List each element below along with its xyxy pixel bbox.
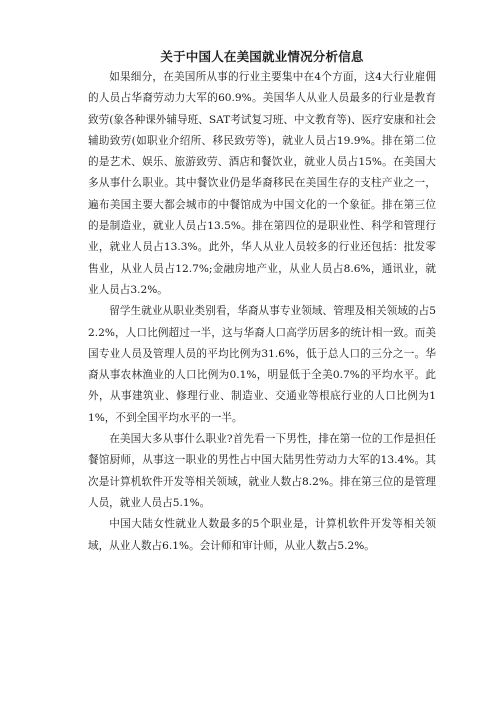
paragraph-female-occupations: 中国大陆女性就业人数最多的5个职业是，计算机软件开发等相关领域，从业人数占6.1%。会计师和审计师，从业人数占5.2%。 <box>88 518 436 552</box>
paragraph-industries: 如果细分，在美国所从事的行业主要集中在4个方面，这4大行业雇佣的人员占华裔劳动力大军的60.9%。美国华人从业人员最多的行业是教育致劳(象各种课外辅导班、SAT考试复习班、中文教育等)、医疗安康和社会辅助致劳(如职业介绍所、移民致劳等)，就业人员占19.9%。排在第二位的是艺术、娱乐、旅游致劳、酒店和餐饮业，就业人员占15%。在美国大多从事什么职业。其中餐饮业仍是华裔移民在美国生存的支柱产业之一，遍布美国主要大都会城市的中餐馆成为中国文化的一个象征。排在第三位的是制造业，就业人员占13.5%。排在第四位的是职业性、科学和管理行业，就业人员占13.3%。此外，华人从业人员较多的行业还包括：批发零售业，从业人员占12.7%;金融房地产业，从业人员占8.6%，通讯业，就业人员占3.2%。 <box>88 71 436 296</box>
document-title: 关于中国人在美国就业情况分析信息 <box>160 49 364 64</box>
paragraph-occupation-categories: 留学生就业从职业类别看，华裔从事专业领域、管理及相关领域的占52.2%，人口比例超过一半，这与华裔人口高学历居多的统计相一致。而美国专业人员及管理人员的平均比例为31.6%，低于总人口的三分之一。华裔从事农林渔业的人口比例为0.1%，明显低于全美0.7%的平均水平。此外，从事建筑业、修理行业、制造业、交通业等根底行业的人口比例为11%，不到全国平均水平的一半。 <box>88 305 436 424</box>
paragraph-male-occupations: 在美国大多从事什么职业?首先看一下男性，排在第一位的工作是担任餐馆厨师，从事这一职业的男性占中国大陆男性劳动力大军的13.4%。其次是计算机软件开发等相关领域，就业人数占8.2%。排在第三位的是管理人员，就业人员占5.1%。 <box>88 433 436 509</box>
